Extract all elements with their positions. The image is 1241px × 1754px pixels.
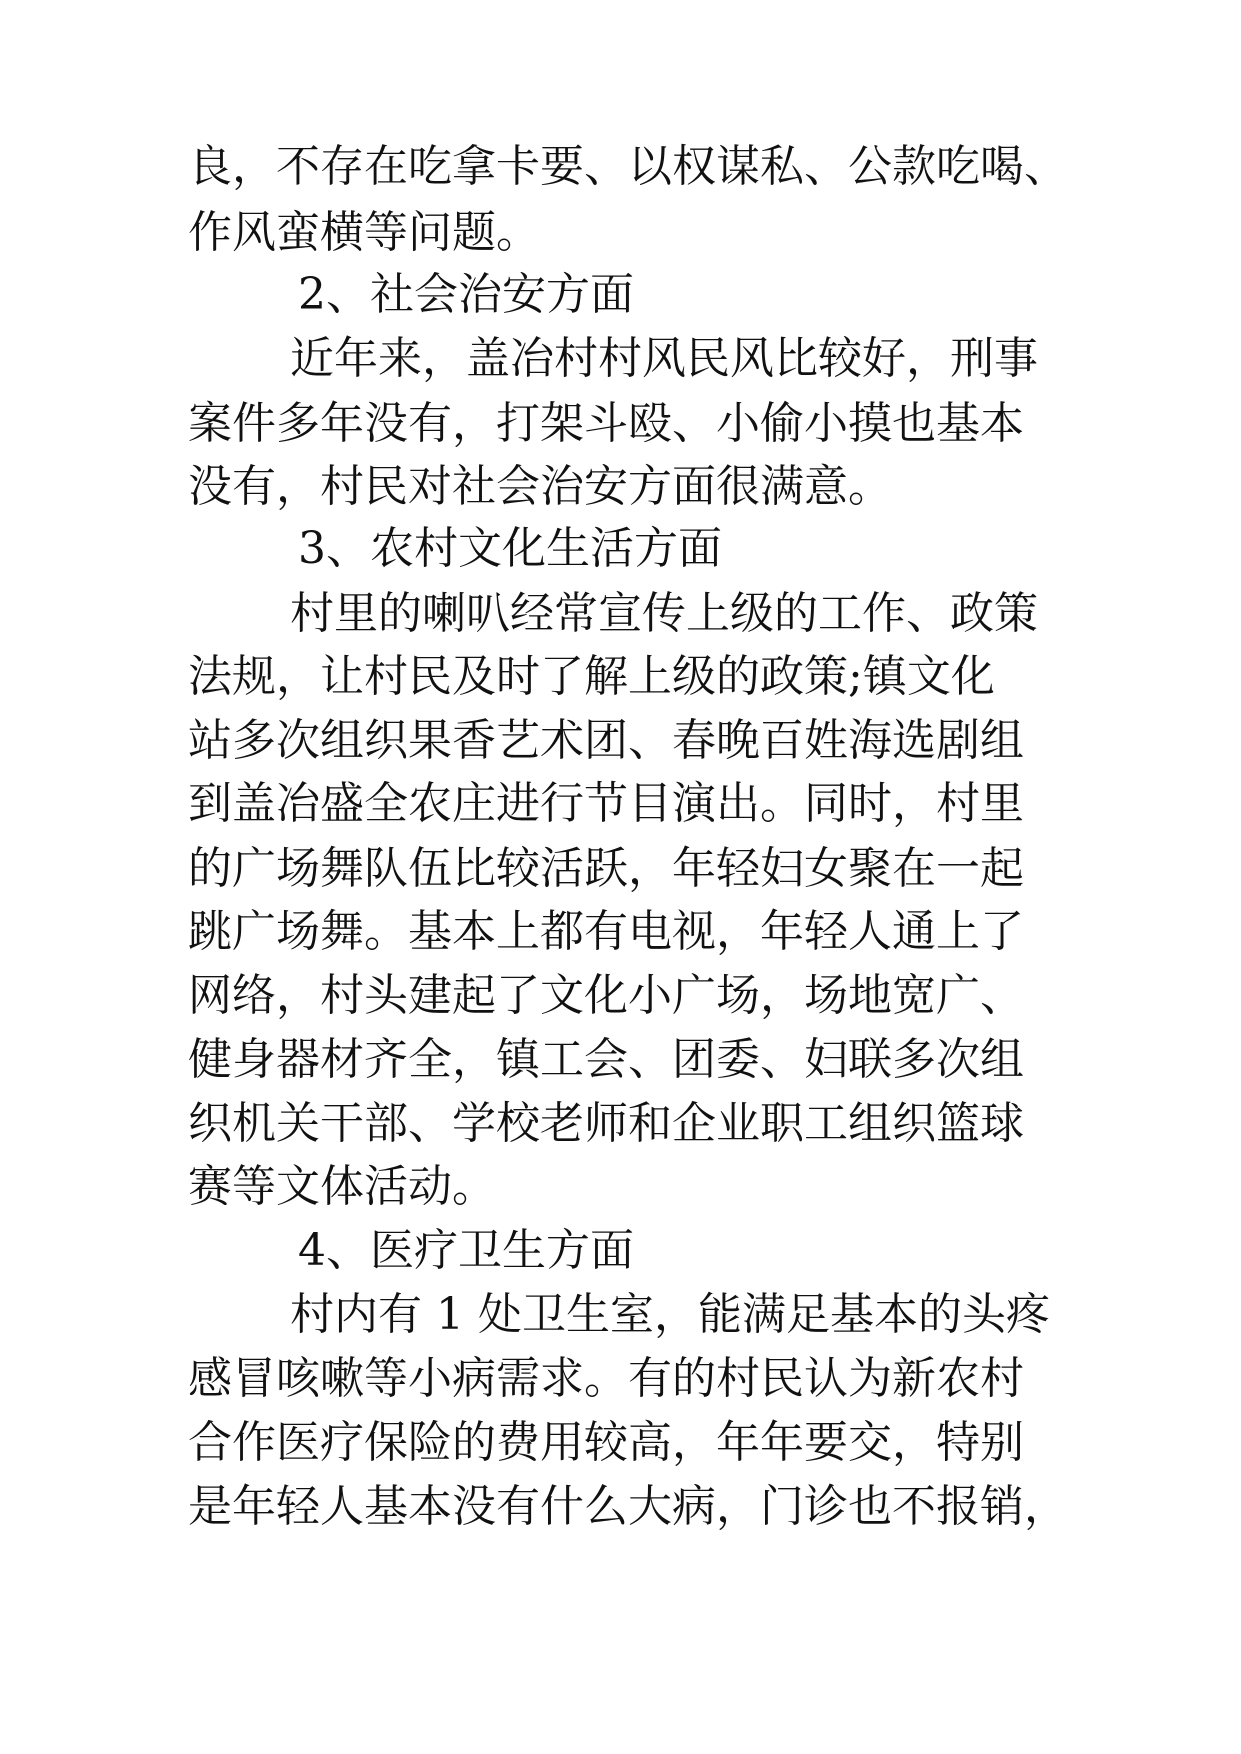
paragraph-first-line: 村内有 1 处卫生室，能满足基本的头疼 [290, 1289, 1050, 1340]
body-text-line: 跳广场舞。基本上都有电视，年轻人通上了 [188, 906, 1024, 957]
body-text-line: 良，不存在吃拿卡要、以权谋私、公款吃喝、 [188, 141, 1068, 192]
body-text-line: 合作医疗保险的费用较高，年年要交，特别 [188, 1417, 1024, 1468]
body-text-line: 感冒咳嗽等小病需求。有的村民认为新农村 [188, 1353, 1024, 1404]
section-heading: 4、医疗卫生方面 [298, 1225, 634, 1276]
paragraph-first-line: 村里的喇叭经常宣传上级的工作、政策 [290, 588, 1038, 639]
paragraph-first-line: 近年来，盖冶村村风民风比较好，刑事 [290, 333, 1038, 384]
body-text-line: 法规，让村民及时了解上级的政策;镇文化 [188, 651, 995, 702]
section-heading: 2、社会治安方面 [298, 269, 634, 320]
body-text-line: 是年轻人基本没有什么大病，门诊也不报销， [188, 1481, 1068, 1532]
body-text-line: 健身器材齐全，镇工会、团委、妇联多次组 [188, 1034, 1024, 1085]
body-text-line: 案件多年没有，打架斗殴、小偷小摸也基本 [188, 398, 1024, 449]
body-text-line: 作风蛮横等问题。 [188, 207, 540, 258]
body-text-line: 网络，村头建起了文化小广场，场地宽广、 [188, 970, 1024, 1021]
section-heading: 3、农村文化生活方面 [298, 523, 722, 574]
body-text-line: 没有，村民对社会治安方面很满意。 [188, 461, 892, 512]
body-text-line: 织机关干部、学校老师和企业职工组织篮球 [188, 1098, 1024, 1149]
body-text-line: 站多次组织果香艺术团、春晚百姓海选剧组 [188, 715, 1024, 766]
body-text-line: 赛等文体活动。 [188, 1161, 496, 1212]
body-text-line: 的广场舞队伍比较活跃，年轻妇女聚在一起 [188, 843, 1024, 894]
body-text-line: 到盖冶盛全农庄进行节目演出。同时，村里 [188, 778, 1024, 829]
